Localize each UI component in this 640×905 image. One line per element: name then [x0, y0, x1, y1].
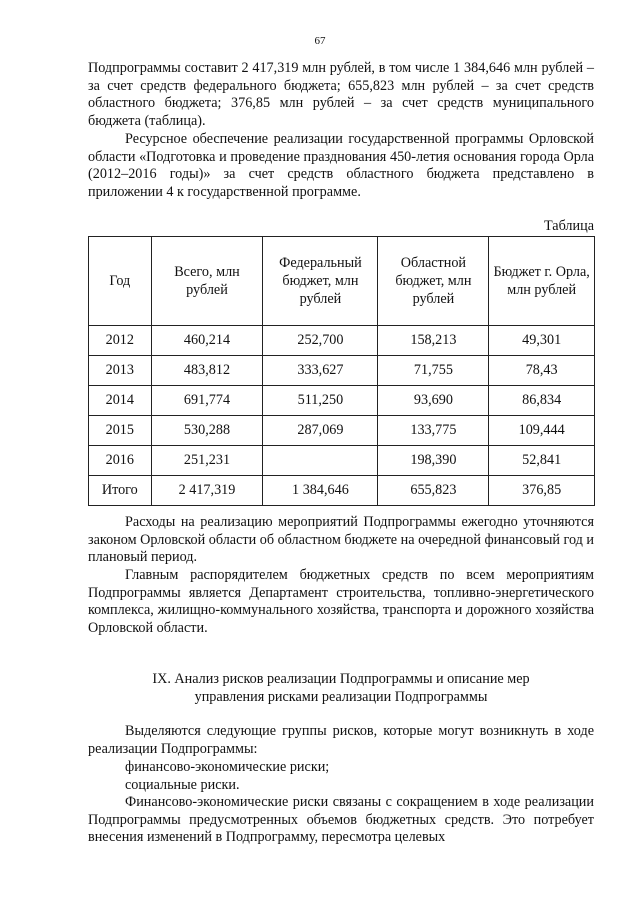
expenses-paragraph: Расходы на реализацию мероприятий Подпрограммы ежегодно уточняются законом Орловской области об областном бюджете на очередной финансовый год и плановый период.: [88, 514, 595, 566]
section-heading: [88, 670, 594, 706]
manager-paragraph: Главным распорядителем бюджетных средств по всем мероприятиям Подпрограммы является Департамент строительства, топливно-энергетического комплекса, жилищно-коммунального хозяйства, транспорта и дорожного хозяйства Орловской области.: [88, 567, 594, 637]
table-row: [89, 356, 595, 386]
cell-federal: 511,250: [263, 386, 378, 416]
cell-year: Итого: [89, 476, 152, 506]
header-year: Год: [89, 237, 152, 326]
cell-city: 52,841: [489, 446, 595, 476]
cell-federal: 333,627: [263, 356, 378, 386]
table-row: [89, 446, 595, 476]
cell-regional: 133,775: [378, 416, 489, 446]
cell-total: 251,231: [151, 446, 263, 476]
intro-paragraph-funding: Подпрограммы составит 2 417,319 млн рублей, в том числе 1 384,646 млн рублей – за счет средств федерального бюджета; 655,823 млн рублей – за счет средств областного бюджета; 376,85 млн рублей – за счет средств муниципального бюджета (таблица).: [88, 60, 594, 130]
intro-paragraph-resources: Ресурсное обеспечение реализации государственной программы Орловской области «Подготовка и проведение празднования 450-летия основания города Орла (2012–2016 годы)» за счет средств областного бюджета представлено в приложении 4 к государственной программе.: [88, 131, 594, 201]
cell-total: 691,774: [151, 386, 263, 416]
cell-regional: 158,213: [378, 326, 489, 356]
risks-intro-paragraph: Выделяются следующие группы рисков, которые могут возникнуть в ходе реализации Подпрограммы:: [88, 723, 594, 757]
cell-federal: 252,700: [263, 326, 378, 356]
cell-city: 78,43: [489, 356, 595, 386]
cell-total: 483,812: [151, 356, 263, 386]
table-header-row: [89, 237, 595, 326]
header-city: Бюджет г. Орла, млн рублей: [489, 237, 595, 326]
cell-city: 86,834: [489, 386, 595, 416]
cell-city: 49,301: [489, 326, 595, 356]
table-total-row: [89, 476, 595, 506]
budget-table: [88, 236, 595, 506]
section-heading-line2: управления рисками реализации Подпрограммы: [194, 689, 488, 705]
page-number: 67: [314, 35, 326, 47]
header-federal: Федеральный бюджет, млн рублей: [263, 237, 378, 326]
cell-total: 530,288: [151, 416, 263, 446]
cell-federal: [263, 446, 378, 476]
cell-city: 376,85: [489, 476, 595, 506]
cell-regional: 93,690: [378, 386, 489, 416]
risk-list-item: социальные риски.: [125, 777, 240, 793]
cell-total: 2 417,319: [151, 476, 263, 506]
table-row: [89, 416, 595, 446]
cell-year: 2014: [89, 386, 152, 416]
cell-regional: 655,823: [378, 476, 489, 506]
cell-federal: 287,069: [263, 416, 378, 446]
cell-year: 2015: [89, 416, 152, 446]
cell-federal: 1 384,646: [263, 476, 378, 506]
cell-year: 2016: [89, 446, 152, 476]
table-caption: Таблица: [543, 218, 594, 234]
cell-city: 109,444: [489, 416, 595, 446]
cell-regional: 198,390: [378, 446, 489, 476]
cell-total: 460,214: [151, 326, 263, 356]
header-regional: Областной бюджет, млн рублей: [378, 237, 489, 326]
table-row: [89, 386, 595, 416]
table-row: [89, 326, 595, 356]
cell-regional: 71,755: [378, 356, 489, 386]
section-heading-line1: IX. Анализ рисков реализации Подпрограммы и описание мер: [152, 671, 530, 687]
financial-risks-paragraph: Финансово-экономические риски связаны с сокращением в ходе реализации Подпрограммы предусмотренных объемов бюджетных средств. Это потребует внесения изменений в Подпрограмму, пересмотра целевых: [88, 794, 594, 846]
cell-year: 2013: [89, 356, 152, 386]
risk-list-item: финансово-экономические риски;: [125, 759, 330, 775]
header-total: Всего, млн рублей: [151, 237, 263, 326]
cell-year: 2012: [89, 326, 152, 356]
